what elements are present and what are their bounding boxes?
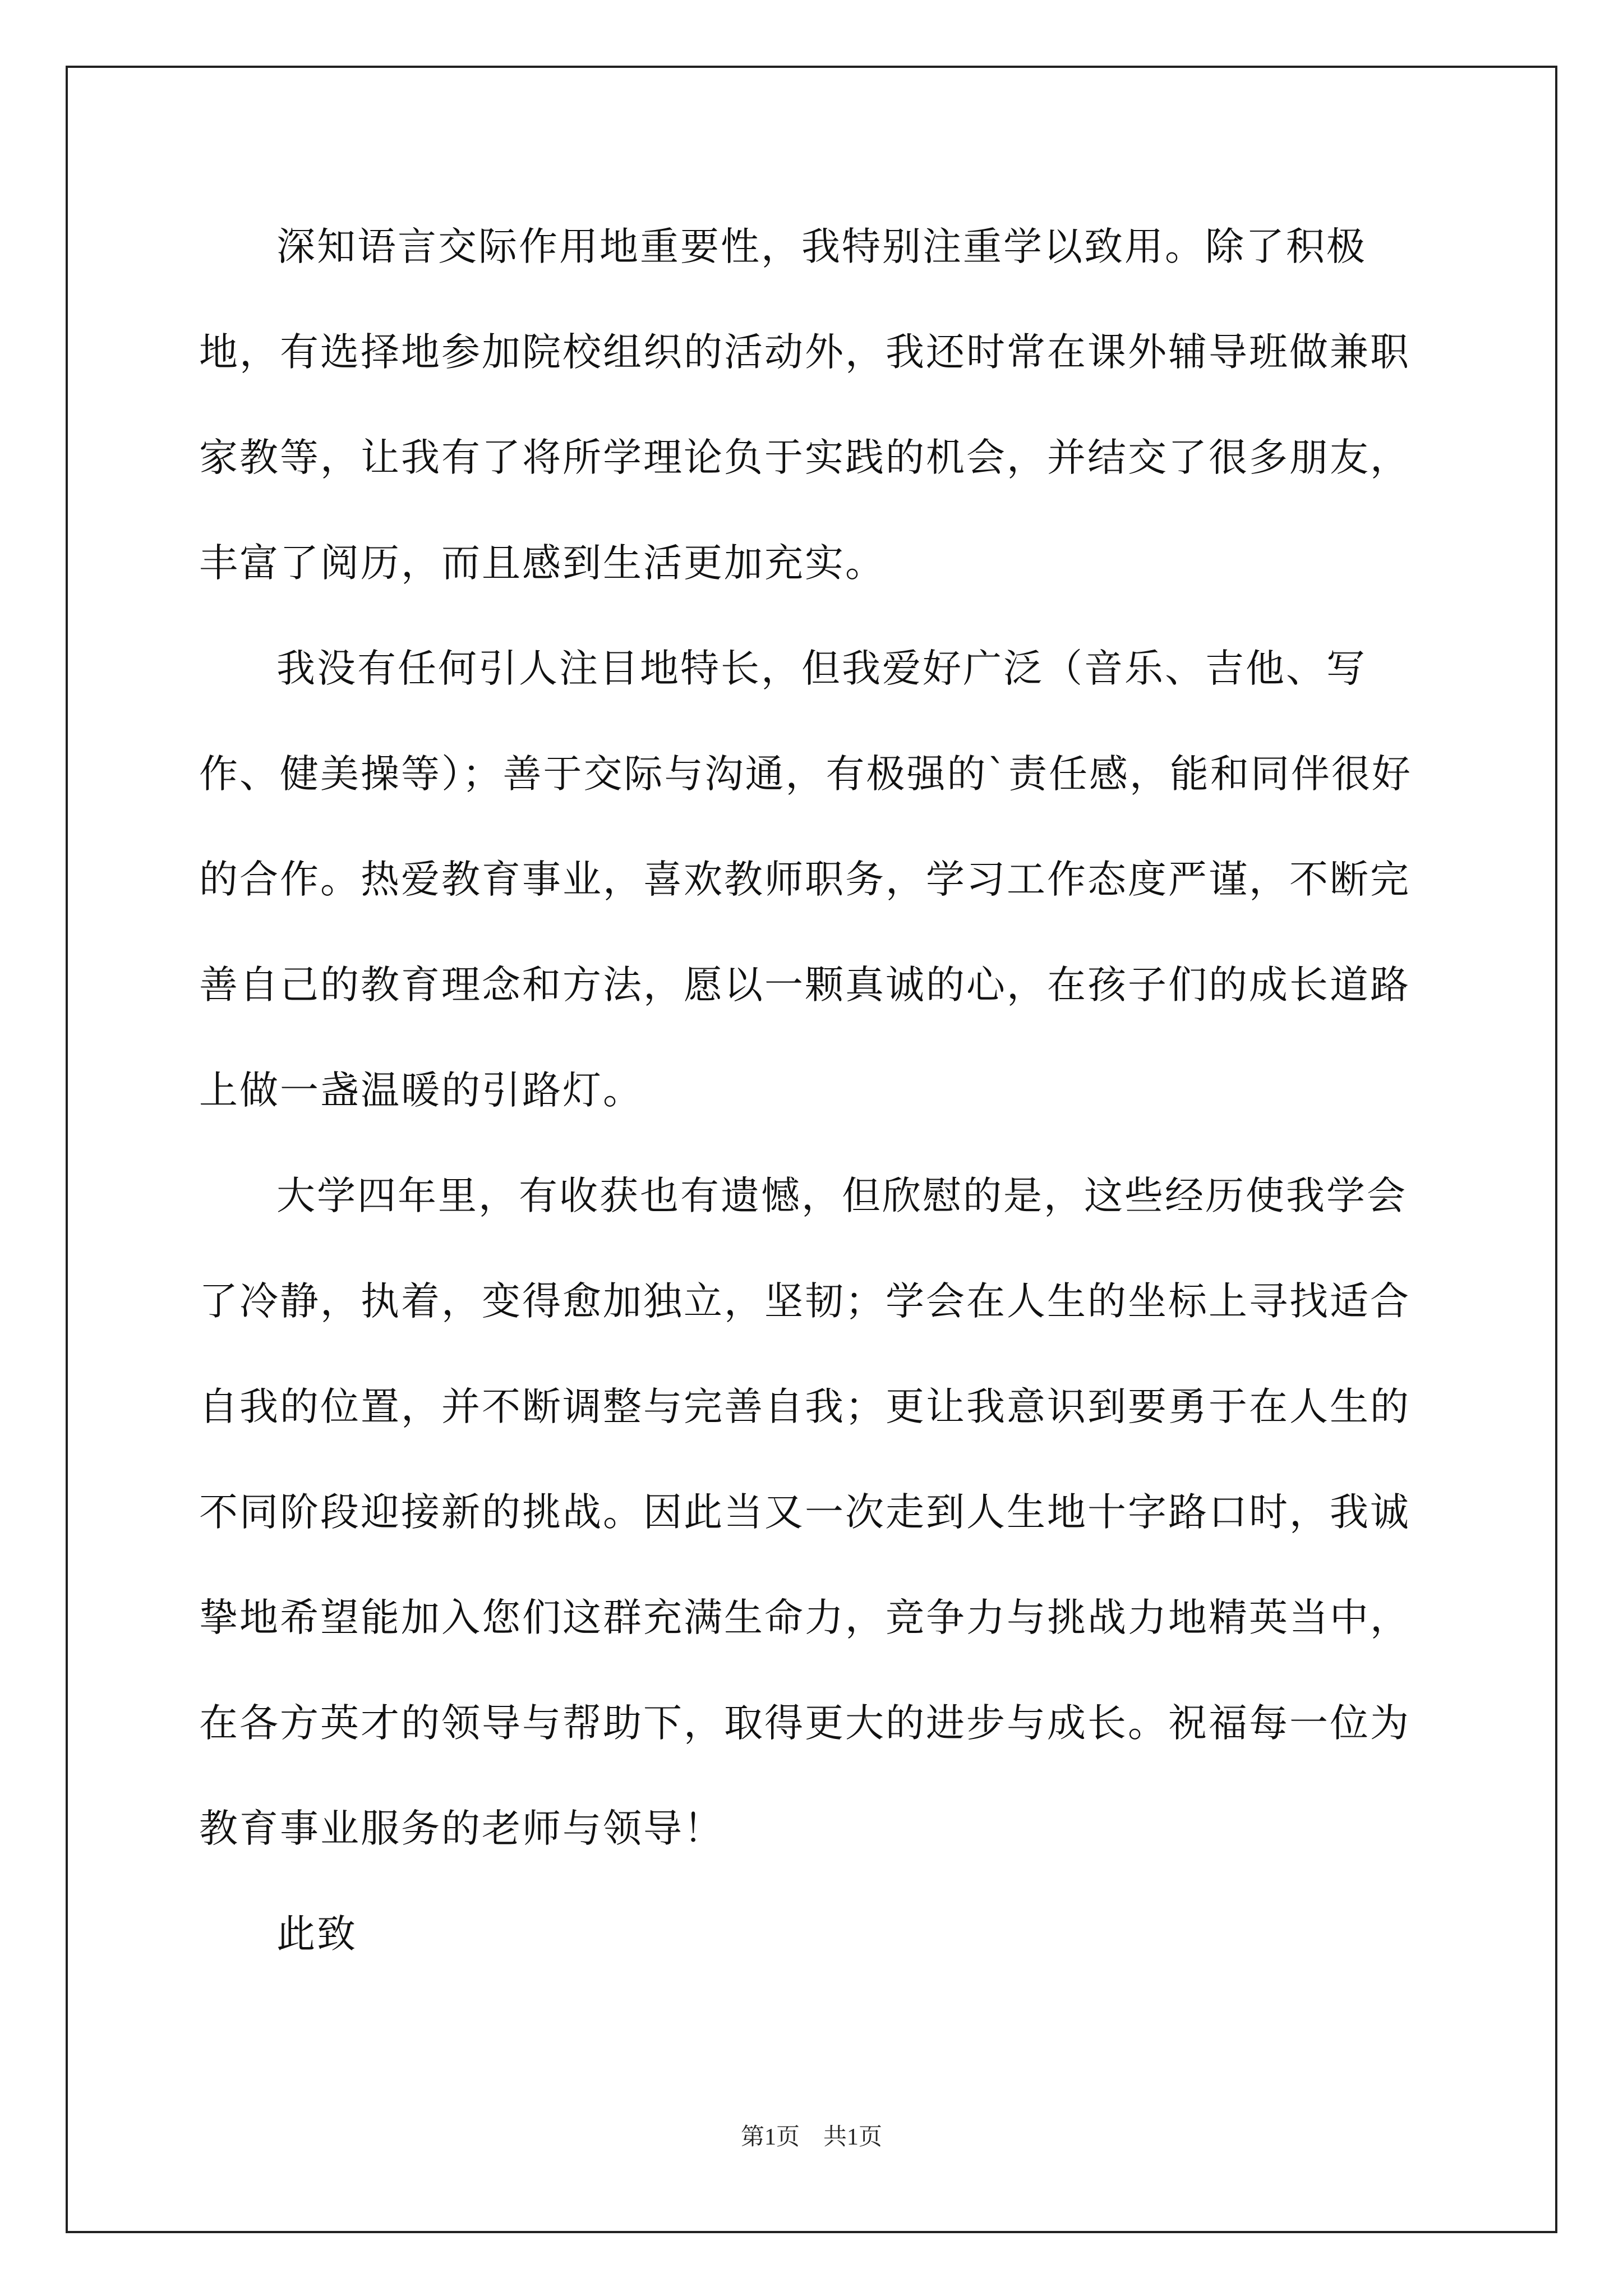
paragraph-1: 深知语言交际作用地重要性，我特别注重学以致用。除了积极地，有选择地参加院校组织的活动外，我还时常在课外辅导班做兼职家教等，让我有了将所学理论负于实践的机会，并结交了很多朋友，丰富了阅历，而且感到生活更加充实。 xyxy=(199,224,1410,586)
document-body xyxy=(199,194,1433,1987)
closing-salutation: 此致 xyxy=(276,1912,357,1957)
paragraph-3: 大学四年里，有收获也有遗憾，但欣慰的是，这些经历使我学会了冷静，执着，变得愈加独立，坚韧；学会在人生的坐标上寻找适合自我的位置，并不断调整与完善自我；更让我意识到要勇于在人生的不同阶段迎接新的挑战。因此当又一次走到人生地十字路口时，我诚挚地希望能加入您们这群充满生命力，竞争力与挑战力地精英当中，在各方英才的领导与帮助下，取得更大的进步与成长。祝福每一位为教育事业服务的老师与领导！ xyxy=(199,1174,1410,1851)
page-number-footer: 第1页 共1页 xyxy=(740,2124,882,2150)
paragraph-2: 我没有任何引人注目地特长，但我爱好广泛（音乐、吉他、写作、健美操等）；善于交际与沟通，有极强的`责任感，能和同伴很好的合作。热爱教育事业，喜欢教师职务，学习工作态度严谨，不断完善自己的教育理念和方法，愿以一颗真诚的心，在孩子们的成长道路上做一盏温暖的引路灯。 xyxy=(199,646,1412,1113)
